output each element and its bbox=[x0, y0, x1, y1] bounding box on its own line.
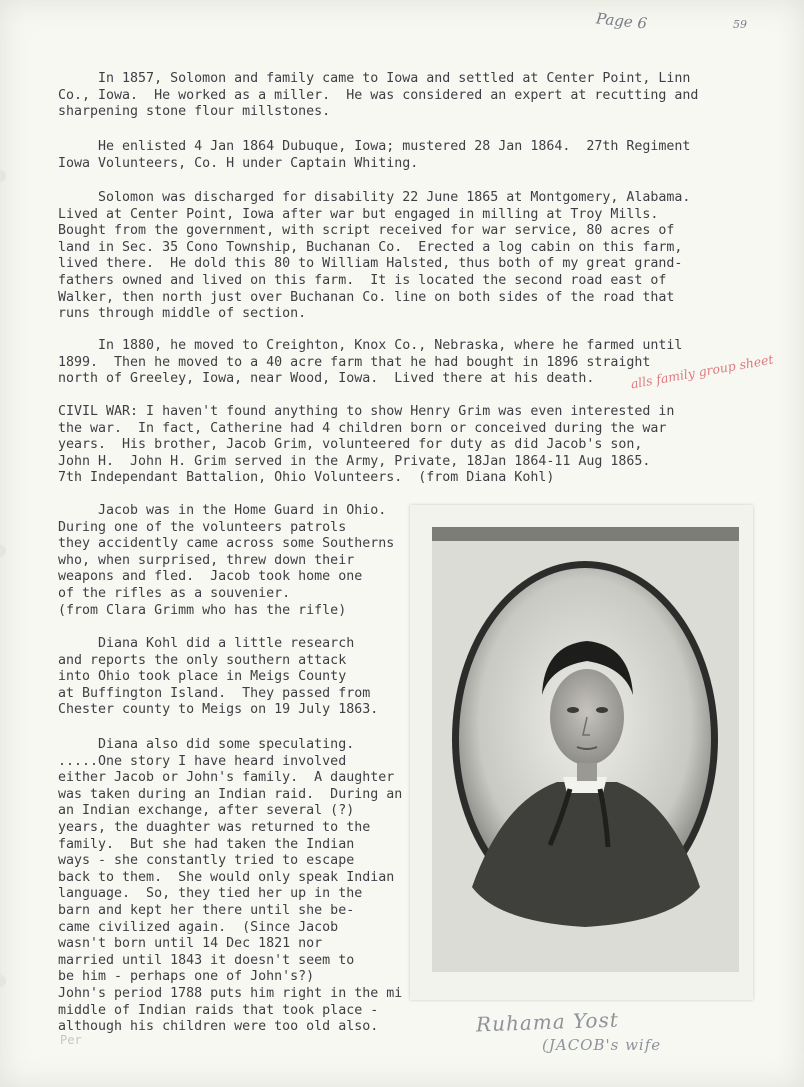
page-number: 59 bbox=[733, 18, 747, 31]
portrait-image bbox=[432, 527, 739, 972]
margin-note: alls family group sheet bbox=[629, 351, 775, 392]
binder-hole bbox=[0, 975, 6, 987]
binder-hole bbox=[0, 170, 6, 182]
paragraph-discharge: Solomon was discharged for disability 22 June 1865 at Montgomery, Alabama. Lived at Center Point, Iowa after war but engaged in milling at Troy Mills. Bought from the government, with script received for war service, 80 acres of land in Sec. 35 Cono Township, Buchanan Co. Erected a log cabin on this farm, lived there. He dold this 80 to William Halsted, thus both of my great grand- fathers owned and lived on this farm. It is located the second road east of Walker, then north just over Buchanan Co. line on both sides of the road that runs through middle of section. bbox=[58, 190, 691, 322]
photo-caption-name: Ruhama Yost bbox=[475, 1007, 620, 1037]
portrait-photo bbox=[432, 527, 739, 972]
photo-caption-relation: (JACOB's wife bbox=[542, 1036, 662, 1054]
paragraph-meigs: Diana Kohl did a little research and reports the only southern attack into Ohio took place in Meigs County at Buffington Island. They passed from Chester county to Meigs on 19 July 1863. bbox=[58, 636, 379, 718]
paragraph-enlistment: He enlisted 4 Jan 1864 Dubuque, Iowa; mustered 28 Jan 1864. 27th Regiment Iowa Volunteers, Co. H under Captain Whiting. bbox=[58, 139, 691, 171]
paragraph-iowa-1857: In 1857, Solomon and family came to Iowa and settled at Center Point, Linn Co., Iowa. He worked as a miller. He was considered an expert at recutting and sharpening stone flour millstones. bbox=[58, 71, 699, 120]
paragraph-nebraska: In 1880, he moved to Creighton, Knox Co., Nebraska, where he farmed until 1899. Then he moved to a 40 acre farm that he had bought in 1896 straight north of Greeley, Iowa, near Wood, Iowa. Lived there at his death. bbox=[58, 338, 683, 387]
paragraph-speculation: Diana also did some speculating. .....One story I have heard involved either Jacob or John's family. A daughter was taken during an Indian raid. During an an Indian exchange, after several (?) years, the duaghter was returned to the family. But she had taken the Indian ways - she constantly tried to escape back to them. She would only speak Indian language. So, they tied her up in the barn and kept her there until she be- came civilized again. (Since Jacob wasn't born until 14 Dec 1821 nor married until 1843 it doesn't seem to be him - perhaps one of John's?) John's period 1788 puts him right in the mi middle of Indian raids that took place - although his children were too old also. bbox=[58, 737, 403, 1035]
paragraph-home-guard: Jacob was in the Home Guard in Ohio. During one of the volunteers patrols they accidently came across some Southerns who, when surprised, threw down their weapons and fled. Jacob took home one of the rifles as a souvenier. (from Clara Grimm who has the rifle) bbox=[58, 503, 395, 618]
faint-text: Per bbox=[60, 1033, 82, 1047]
page-mark: Page 6 bbox=[595, 9, 648, 33]
paragraph-civil-war: CIVIL WAR: I haven't found anything to show Henry Grim was even interested in the war. In fact, Catherine had 4 children born or conceived during the war years. His brother, Jacob Grim, volunteered for duty as did Jacob's son, John H. John H. Grim served in the Army, Private, 18Jan 1864-11 Aug 1865. 7th Independant Battalion, Ohio Volunteers. (from Diana Kohl) bbox=[58, 404, 675, 486]
binder-hole bbox=[0, 545, 6, 557]
